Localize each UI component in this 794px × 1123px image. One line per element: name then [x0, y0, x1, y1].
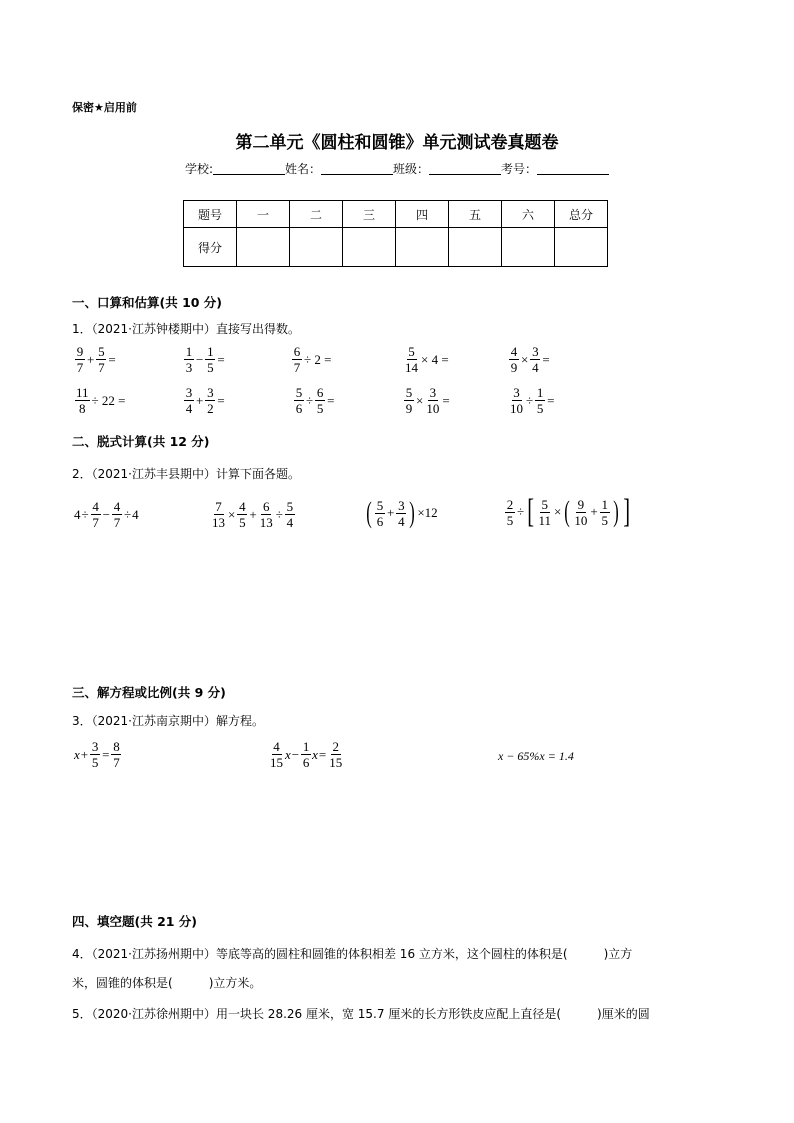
question-1-text: 1．（2021·江苏钟楼期中）直接写出得数。 [72, 322, 300, 336]
calc-item: $\frac{11}{8}$ ÷ 22 = [76, 385, 126, 416]
score-header-cell: 总分 [555, 201, 608, 228]
score-cell[interactable] [237, 228, 290, 267]
exam-no-label: 考号： [501, 162, 538, 176]
section-heading-2: 二、脱式计算(共 12 分) [72, 434, 210, 449]
score-cell[interactable] [396, 228, 449, 267]
class-field[interactable] [429, 162, 501, 175]
school-label: 学校: [184, 162, 213, 176]
calc-item: 3 4 + $\frac{3}{2}$ = [185, 385, 225, 416]
score-header-cell: 二 [290, 201, 343, 228]
score-header-cell: 六 [502, 201, 555, 228]
calc-item: $\frac{5}{6}$ ÷ $\frac{6}{5}$ = [295, 385, 335, 416]
calc-item: $\frac{5}{14}$ × 4 = [405, 344, 449, 375]
calc-item: 4 ÷ $\frac{4}{7}$ − $\frac{4}{7}$ ÷ 4 [74, 499, 139, 530]
score-cell[interactable] [555, 228, 608, 267]
student-info-line [0, 160, 794, 177]
calc-item: $\frac{4}{9}$ × $\frac{3}{4}$ = [510, 344, 550, 375]
calc-item: $\frac{6}{7}$ ÷ 2 = [293, 344, 332, 375]
equation-item: x − 65%x = 1.4 [498, 749, 574, 763]
calc-item: 1 3 − $\frac{1}{5}$ = [185, 344, 225, 375]
calc-item: $\frac{5}{9}$ × $\frac{3}{10}$ = [405, 385, 450, 416]
question-5-line-1: 5．（2020·江苏徐州期中）用一块长 28.26 厘米，宽 15.7 厘米的长方形铁皮应配上直径是( )厘米的圆 [72, 1007, 650, 1021]
exam-no-field[interactable] [537, 162, 609, 175]
score-header-cell: 四 [396, 201, 449, 228]
calc-item: $\frac{2}{5}$ ÷ [ $\frac{5}{11}$ × ( 9 10 + $\frac{1}{5}$ ) ] [506, 493, 630, 530]
score-cell[interactable] [502, 228, 555, 267]
school-field[interactable] [213, 162, 285, 175]
score-header-cell: 一 [237, 201, 290, 228]
question-2-text: 2．（2021·江苏丰县期中）计算下面各题。 [72, 467, 300, 481]
confidential-label: 保密★启用前 [72, 101, 137, 114]
score-header-cell: 五 [449, 201, 502, 228]
calc-item: $\frac{7}{13}$ × $\frac{4}{5}$ + $\frac{6}{13}$ ÷ $\frac{5}{4}$ [212, 499, 294, 530]
score-cell[interactable] [449, 228, 502, 267]
calc-item: $\frac{3}{10}$ ÷ $\frac{1}{5}$ = [510, 385, 555, 416]
score-table [183, 200, 608, 267]
score-header-cell: 题号 [184, 201, 237, 228]
calc-item: 9 7 + $\frac{5}{7}$ = [76, 344, 116, 375]
section-heading-3: 三、解方程或比例(共 9 分) [72, 685, 226, 700]
page-title: 第二单元《圆柱和圆锥》单元测试卷真题卷 [235, 133, 559, 153]
name-field[interactable] [321, 162, 393, 175]
question-4-line-1: 4．（2021·江苏扬州期中）等底等高的圆柱和圆锥的体积相差 16 立方米，这个圆柱的体积是( )立方 [72, 947, 633, 961]
score-row-label: 得分 [184, 228, 237, 267]
score-cell[interactable] [290, 228, 343, 267]
question-3-text: 3．（2021·江苏南京期中）解方程。 [72, 714, 264, 728]
calc-item: ( 5 6 + $\frac{3}{4}$ ) ×12 [366, 496, 438, 529]
class-label: 班级： [393, 162, 430, 176]
question-4-line-2: 米，圆锥的体积是( )立方米。 [72, 976, 262, 990]
score-header-cell: 三 [343, 201, 396, 228]
equation-item: 4 15 x − $\frac{1}{6}$ x = $\frac{2}{15}$ [270, 739, 343, 770]
section-heading-4: 四、填空题(共 21 分) [72, 914, 198, 929]
equation-item: x + $\frac{3}{5}$ = $\frac{8}{7}$ [74, 739, 120, 770]
score-cell[interactable] [343, 228, 396, 267]
name-label: 姓名： [285, 162, 322, 176]
section-heading-1: 一、口算和估算(共 10 分) [72, 295, 223, 310]
